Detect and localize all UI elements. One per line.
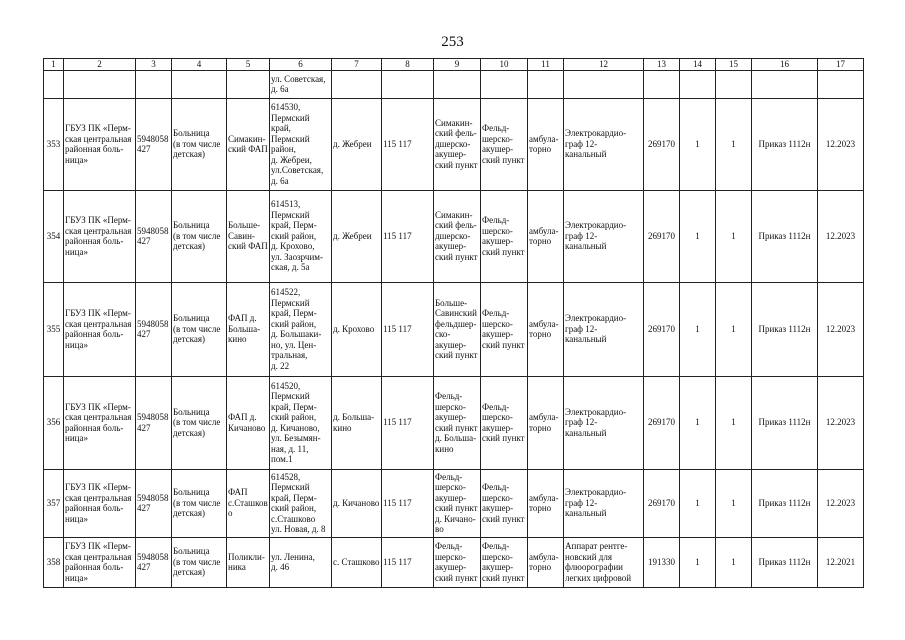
inn-cell: 5948058 427 bbox=[136, 98, 172, 190]
code-cell: 115 117 bbox=[382, 282, 434, 376]
quantity-needed-cell: 1 bbox=[716, 537, 752, 587]
row-number-cell: 358 bbox=[44, 537, 64, 587]
code-cell: 115 117 bbox=[382, 537, 434, 587]
price-cell: 191330 bbox=[644, 537, 680, 587]
table-row bbox=[44, 282, 864, 376]
order-cell: Приказ 1112н bbox=[752, 376, 818, 469]
quantity-needed-cell: 1 bbox=[716, 190, 752, 282]
column-number: 16 bbox=[752, 59, 818, 71]
row-number-cell: 357 bbox=[44, 469, 64, 537]
empty-cell bbox=[382, 70, 434, 98]
organization-cell: ГБУЗ ПК «Перм- ская центральная районная боль- ница» bbox=[64, 376, 136, 469]
column-number-row bbox=[44, 59, 864, 71]
quantity-cell: 1 bbox=[680, 376, 716, 469]
order-cell: Приказ 1112н bbox=[752, 469, 818, 537]
equipment-cell: Электрокардио- граф 12- канальный bbox=[564, 469, 644, 537]
facility-type-cell: Больница (в том числе детская) bbox=[172, 282, 227, 376]
date-cell: 12.2021 bbox=[818, 537, 864, 587]
facility-type-cell: Больница (в том числе детская) bbox=[172, 537, 227, 587]
row-number-cell: 353 bbox=[44, 98, 64, 190]
column-number: 2 bbox=[64, 59, 136, 71]
continuation-row bbox=[44, 70, 864, 98]
address-cell: ул. Ленина, д. 46 bbox=[270, 537, 332, 587]
column-number: 9 bbox=[434, 59, 481, 71]
order-cell: Приказ 1112н bbox=[752, 190, 818, 282]
column-number: 13 bbox=[644, 59, 680, 71]
settlement-cell: д. Кичаново bbox=[332, 469, 382, 537]
row-number-cell: 355 bbox=[44, 282, 64, 376]
unit-cell: ФАП с.Сташков о bbox=[227, 469, 270, 537]
empty-cell bbox=[434, 70, 481, 98]
unit-full-name-cell: Больше- Савинский фельдшер- ско- акушер- ский пункт bbox=[434, 282, 481, 376]
price-cell: 269170 bbox=[644, 98, 680, 190]
facility-type-cell: Больница (в том числе детская) bbox=[172, 376, 227, 469]
code-cell: 115 117 bbox=[382, 376, 434, 469]
row-number-cell: 356 bbox=[44, 376, 64, 469]
table-row bbox=[44, 376, 864, 469]
quantity-cell: 1 bbox=[680, 469, 716, 537]
empty-cell bbox=[528, 70, 564, 98]
column-number: 4 bbox=[172, 59, 227, 71]
address-cell: 614530, Пермский край, Пермский район, д. Жебреи, ул.Советская, д. 6а bbox=[270, 98, 332, 190]
register-table bbox=[43, 58, 864, 588]
unit-kind-cell: Фельд- шерско- акушер- ский пункт bbox=[481, 537, 528, 587]
table-row bbox=[44, 537, 864, 587]
care-form-cell: амбула- торно bbox=[528, 537, 564, 587]
facility-type-cell: Больница (в том числе детская) bbox=[172, 98, 227, 190]
column-number: 1 bbox=[44, 59, 64, 71]
column-number: 5 bbox=[227, 59, 270, 71]
organization-cell: ГБУЗ ПК «Перм- ская центральная районная боль- ница» bbox=[64, 282, 136, 376]
organization-cell: ГБУЗ ПК «Перм- ская центральная районная боль- ница» bbox=[64, 469, 136, 537]
unit-full-name-cell: Симакин- ский фель- дшерско- акушер- ский пункт bbox=[434, 190, 481, 282]
column-number: 17 bbox=[818, 59, 864, 71]
code-cell: 115 117 bbox=[382, 98, 434, 190]
unit-kind-cell: Фельд- шерско- акушер- ский пункт bbox=[481, 469, 528, 537]
empty-cell bbox=[136, 70, 172, 98]
unit-cell: Симакин- ский ФАП bbox=[227, 98, 270, 190]
inn-cell: 5948058 427 bbox=[136, 469, 172, 537]
empty-cell bbox=[752, 70, 818, 98]
code-cell: 115 117 bbox=[382, 190, 434, 282]
row-number-cell: 354 bbox=[44, 190, 64, 282]
quantity-needed-cell: 1 bbox=[716, 469, 752, 537]
unit-cell: ФАП д. Кичаново bbox=[227, 376, 270, 469]
empty-cell bbox=[680, 70, 716, 98]
care-form-cell: амбула- торно bbox=[528, 469, 564, 537]
column-number: 14 bbox=[680, 59, 716, 71]
settlement-cell: д. Жебреи bbox=[332, 98, 382, 190]
date-cell: 12.2023 bbox=[818, 190, 864, 282]
organization-cell: ГБУЗ ПК «Перм- ская центральная районная боль- ница» bbox=[64, 537, 136, 587]
equipment-cell: Аппарат рентге- новский для флюорографии легких цифровой bbox=[564, 537, 644, 587]
empty-cell bbox=[481, 70, 528, 98]
column-number: 7 bbox=[332, 59, 382, 71]
address-cell: 614528, Пермский край, Перм- ский район, с.Сташково ул. Новая, д. 8 bbox=[270, 469, 332, 537]
empty-cell bbox=[564, 70, 644, 98]
quantity-needed-cell: 1 bbox=[716, 98, 752, 190]
unit-full-name-cell: Фельд- шерско- акушер- ский пункт bbox=[434, 537, 481, 587]
column-number: 15 bbox=[716, 59, 752, 71]
unit-cell: Поликли- ника bbox=[227, 537, 270, 587]
code-cell: 115 117 bbox=[382, 469, 434, 537]
unit-full-name-cell: Фельд- шерско- акушер- ский пункт д. Кичано- во bbox=[434, 469, 481, 537]
unit-kind-cell: Фельд- шерско- акушер- ский пункт bbox=[481, 190, 528, 282]
unit-kind-cell: Фельд- шерско- акушер- ский пункт bbox=[481, 376, 528, 469]
table-row bbox=[44, 98, 864, 190]
care-form-cell: амбула- торно bbox=[528, 282, 564, 376]
quantity-needed-cell: 1 bbox=[716, 282, 752, 376]
care-form-cell: амбула- торно bbox=[528, 190, 564, 282]
equipment-cell: Электрокардио- граф 12- канальный bbox=[564, 98, 644, 190]
facility-type-cell: Больница (в том числе детская) bbox=[172, 190, 227, 282]
empty-cell bbox=[716, 70, 752, 98]
unit-kind-cell: Фельд- шерско- акушер- ский пункт bbox=[481, 98, 528, 190]
inn-cell: 5948058 427 bbox=[136, 376, 172, 469]
unit-cell: Больше- Савин- ский ФАП bbox=[227, 190, 270, 282]
quantity-cell: 1 bbox=[680, 537, 716, 587]
settlement-cell: д. Жебреи bbox=[332, 190, 382, 282]
care-form-cell: амбула- торно bbox=[528, 376, 564, 469]
address-cell: 614513, Пермский край, Перм- ский район, д. Крохово, ул. Заозрчим- ская, д. 5а bbox=[270, 190, 332, 282]
equipment-cell: Электрокардио- граф 12- канальный bbox=[564, 282, 644, 376]
empty-cell bbox=[44, 70, 64, 98]
inn-cell: 5948058 427 bbox=[136, 282, 172, 376]
settlement-cell: д. Крохово bbox=[332, 282, 382, 376]
empty-cell bbox=[332, 70, 382, 98]
equipment-cell: Электрокардио- граф 12- канальный bbox=[564, 190, 644, 282]
organization-cell: ГБУЗ ПК «Перм- ская центральная районная боль- ница» bbox=[64, 190, 136, 282]
price-cell: 269170 bbox=[644, 190, 680, 282]
empty-cell bbox=[644, 70, 680, 98]
empty-cell bbox=[227, 70, 270, 98]
table-row bbox=[44, 190, 864, 282]
settlement-cell: с. Сташково bbox=[332, 537, 382, 587]
address-cell: ул. Советская, д. 6а bbox=[270, 70, 332, 98]
price-cell: 269170 bbox=[644, 469, 680, 537]
care-form-cell: амбула- торно bbox=[528, 98, 564, 190]
unit-cell: ФАП д. Больша- кино bbox=[227, 282, 270, 376]
address-cell: 614522, Пермский край, Перм- ский район, д. Большаки- но, ул. Цен- тральная, д. 22 bbox=[270, 282, 332, 376]
inn-cell: 5948058 427 bbox=[136, 190, 172, 282]
order-cell: Приказ 1112н bbox=[752, 282, 818, 376]
quantity-cell: 1 bbox=[680, 98, 716, 190]
column-number: 10 bbox=[481, 59, 528, 71]
empty-cell bbox=[818, 70, 864, 98]
organization-cell: ГБУЗ ПК «Перм- ская центральная районная боль- ница» bbox=[64, 98, 136, 190]
empty-cell bbox=[172, 70, 227, 98]
date-cell: 12.2023 bbox=[818, 98, 864, 190]
quantity-cell: 1 bbox=[680, 190, 716, 282]
table-row bbox=[44, 469, 864, 537]
price-cell: 269170 bbox=[644, 282, 680, 376]
unit-full-name-cell: Фельд- шерско- акушер- ский пункт д. Больша- кино bbox=[434, 376, 481, 469]
unit-kind-cell: Фельд- шерско- акушер- ский пункт bbox=[481, 282, 528, 376]
unit-full-name-cell: Симакин- ский фель- дшерско- акушер- ский пункт bbox=[434, 98, 481, 190]
order-cell: Приказ 1112н bbox=[752, 98, 818, 190]
empty-cell bbox=[64, 70, 136, 98]
date-cell: 12.2023 bbox=[818, 376, 864, 469]
facility-type-cell: Больница (в том числе детская) bbox=[172, 469, 227, 537]
column-number: 3 bbox=[136, 59, 172, 71]
quantity-cell: 1 bbox=[680, 282, 716, 376]
date-cell: 12.2023 bbox=[818, 469, 864, 537]
equipment-cell: Электрокардио- граф 12- канальный bbox=[564, 376, 644, 469]
price-cell: 269170 bbox=[644, 376, 680, 469]
quantity-needed-cell: 1 bbox=[716, 376, 752, 469]
column-number: 6 bbox=[270, 59, 332, 71]
column-number: 12 bbox=[564, 59, 644, 71]
order-cell: Приказ 1112н bbox=[752, 537, 818, 587]
page-number: 253 bbox=[441, 34, 464, 50]
address-cell: 614520, Пермский край, Перм- ский район, д. Кичаново, ул. Безымян- ная, д. 11, пом.1 bbox=[270, 376, 332, 469]
inn-cell: 5948058 427 bbox=[136, 537, 172, 587]
column-number: 8 bbox=[382, 59, 434, 71]
settlement-cell: д. Больша- кино bbox=[332, 376, 382, 469]
column-number: 11 bbox=[528, 59, 564, 71]
date-cell: 12.2023 bbox=[818, 282, 864, 376]
